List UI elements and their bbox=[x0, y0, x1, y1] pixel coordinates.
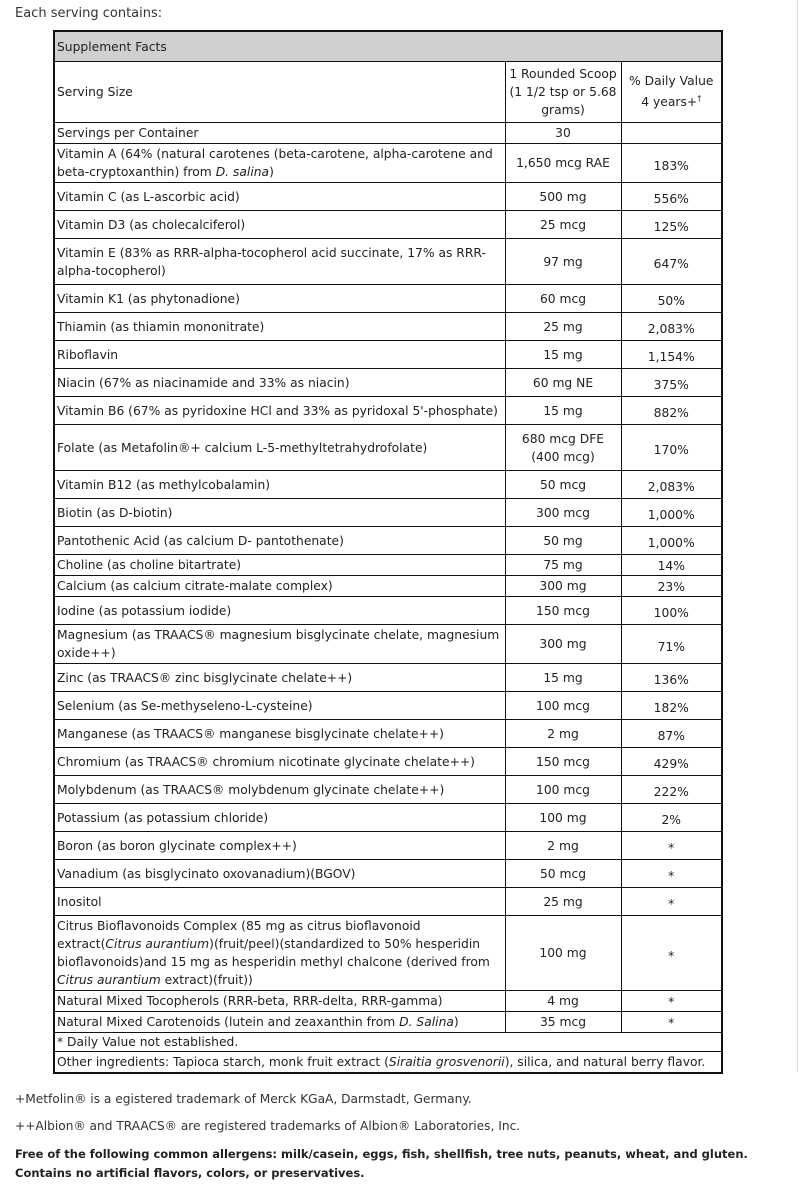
nutrient-name-text: Natural Mixed Carotenoids (lutein and zeaxanthin from bbox=[57, 1015, 400, 1029]
nutrient-amount: 97 mg bbox=[505, 239, 621, 285]
dagger-marker: † bbox=[697, 94, 702, 104]
nutrient-name-text: Calcium (as calcium citrate-malate complex) bbox=[57, 579, 333, 593]
nutrient-name-text: Zinc (as TRAACS® zinc bisglycinate chelate++) bbox=[57, 670, 353, 685]
nutrient-daily-value: 100% bbox=[621, 597, 722, 625]
table-row bbox=[54, 397, 722, 425]
nutrient-amount: 50 mcg bbox=[505, 471, 621, 499]
nutrient-daily-value: 71% bbox=[621, 625, 722, 664]
nutrient-name bbox=[54, 313, 505, 341]
nutrient-name-tail: ) bbox=[453, 1015, 459, 1029]
table-row bbox=[54, 991, 722, 1012]
metafolin-footnote: +Metfolin® is a egistered trademark of Merck KGaA, Darmstadt, Germany. bbox=[15, 1092, 472, 1106]
table-row bbox=[54, 597, 722, 625]
nutrient-name bbox=[54, 748, 505, 776]
nutrient-amount: 75 mg bbox=[505, 555, 621, 576]
albion-footnote: ++Albion® and TRAACS® are registered trademarks of Albion® Laboratories, Inc. bbox=[15, 1119, 521, 1133]
nutrient-daily-value: * bbox=[621, 888, 722, 916]
nutrient-name-text: Vitamin B6 (67% as pyridoxine HCl and 33% as pyridoxal 5'-phosphate) bbox=[57, 403, 498, 418]
nutrient-name-text: extract)(fruit)) bbox=[160, 973, 253, 987]
nutrient-daily-value: * bbox=[621, 991, 722, 1012]
nutrient-amount: 100 mg bbox=[505, 804, 621, 832]
table-row bbox=[54, 555, 722, 576]
nutrient-name bbox=[54, 211, 505, 239]
nutrient-name-text: Vitamin B12 (as methylcobalamin) bbox=[57, 477, 271, 492]
nutrient-daily-value: 2,083% bbox=[621, 313, 722, 341]
nutrient-daily-value: 1,000% bbox=[621, 499, 722, 527]
nutrient-amount: 300 mg bbox=[505, 625, 621, 664]
other-ingredients-tail: ), silica, and natural berry flavor. bbox=[504, 1055, 706, 1069]
nutrient-name-text: Niacin (67% as niacinamide and 33% as niacin) bbox=[57, 375, 350, 390]
nutrient-name bbox=[54, 239, 505, 285]
nutrient-amount: 50 mcg bbox=[505, 860, 621, 888]
daily-value-header-text: % Daily Value 4 years+ bbox=[629, 74, 714, 110]
nutrient-amount: 60 mg NE bbox=[505, 369, 621, 397]
nutrient-name bbox=[54, 888, 505, 916]
table-row bbox=[54, 425, 722, 471]
nutrient-amount: 15 mg bbox=[505, 664, 621, 692]
allergen-statement: Free of the following common allergens: milk/casein, eggs, fish, shellfish, tree nuts, peanuts, wheat, and gluten. Contains no artificial flavors, colors, or preservatives. bbox=[15, 1147, 748, 1180]
nutrient-daily-value: 556% bbox=[621, 183, 722, 211]
nutrient-name-text: Iodine (as potassium iodide) bbox=[57, 603, 232, 618]
nutrient-name bbox=[54, 804, 505, 832]
nutrient-name-text: Biotin (as D-biotin) bbox=[57, 505, 173, 520]
nutrient-amount: 1,650 mcg RAE bbox=[505, 144, 621, 183]
nutrient-name bbox=[54, 597, 505, 625]
nutrient-name bbox=[54, 144, 505, 183]
nutrient-daily-value: 882% bbox=[621, 397, 722, 425]
table-caption-row bbox=[54, 31, 722, 62]
table-row bbox=[54, 748, 722, 776]
serving-size-label: Serving Size bbox=[54, 62, 505, 123]
nutrient-name bbox=[54, 285, 505, 313]
nutrient-amount: 50 mg bbox=[505, 527, 621, 555]
nutrient-name bbox=[54, 369, 505, 397]
nutrient-name bbox=[54, 991, 505, 1012]
nutrient-name bbox=[54, 692, 505, 720]
nutrient-daily-value: 182% bbox=[621, 692, 722, 720]
table-row bbox=[54, 471, 722, 499]
nutrient-amount: 300 mcg bbox=[505, 499, 621, 527]
page-divider bbox=[797, 0, 798, 1072]
nutrient-name-text: Inositol bbox=[57, 894, 102, 909]
nutrient-name bbox=[54, 664, 505, 692]
nutrient-name bbox=[54, 471, 505, 499]
other-ingredients bbox=[54, 1052, 722, 1074]
nutrient-name-text: )(fruit/peel)(standardized to 50% hesperidin bioflavonoids)and 15 mg as hesperidin methyl chalcone (derived from bbox=[57, 937, 490, 969]
nutrient-name-text: Vitamin C (as L-ascorbic acid) bbox=[57, 189, 240, 204]
nutrient-name-text: Manganese (as TRAACS® manganese bisglycinate chelate++) bbox=[57, 726, 444, 741]
nutrient-amount: 100 mcg bbox=[505, 776, 621, 804]
nutrient-name bbox=[54, 860, 505, 888]
nutrient-name-text: Potassium (as potassium chloride) bbox=[57, 810, 269, 825]
nutrient-name-text: Vitamin K1 (as phytonadione) bbox=[57, 291, 240, 306]
table-row bbox=[54, 832, 722, 860]
servings-per-container-row bbox=[54, 123, 722, 144]
nutrient-amount: 500 mg bbox=[505, 183, 621, 211]
table-row bbox=[54, 369, 722, 397]
table-row bbox=[54, 341, 722, 369]
table-row bbox=[54, 239, 722, 285]
nutrient-name-text: Citrus Bioflavonoids Complex (85 mg as citrus bioflavonoid extract( bbox=[57, 919, 421, 951]
nutrient-amount: 25 mg bbox=[505, 888, 621, 916]
table-row bbox=[54, 1012, 722, 1033]
nutrient-daily-value: 87% bbox=[621, 720, 722, 748]
intro-text: Each serving contains: bbox=[15, 6, 163, 21]
nutrient-daily-value: * bbox=[621, 832, 722, 860]
nutrient-amount: 60 mcg bbox=[505, 285, 621, 313]
table-caption: Supplement Facts bbox=[54, 31, 722, 62]
nutrient-daily-value: 1,000% bbox=[621, 527, 722, 555]
nutrient-amount: 680 mcg DFE (400 mcg) bbox=[505, 425, 621, 471]
nutrient-name bbox=[54, 555, 505, 576]
table-row bbox=[54, 720, 722, 748]
nutrient-amount: 100 mcg bbox=[505, 692, 621, 720]
nutrient-daily-value: 136% bbox=[621, 664, 722, 692]
table-row bbox=[54, 211, 722, 239]
nutrient-amount: 4 mg bbox=[505, 991, 621, 1012]
nutrient-name-text: Magnesium (as TRAACS® magnesium bisglycinate chelate, magnesium oxide++) bbox=[57, 628, 500, 660]
supplement-facts-table bbox=[53, 30, 723, 1074]
table-row bbox=[54, 692, 722, 720]
nutrient-amount: 15 mg bbox=[505, 397, 621, 425]
nutrient-name-text: Choline (as choline bitartrate) bbox=[57, 558, 242, 572]
nutrient-daily-value: 183% bbox=[621, 144, 722, 183]
nutrient-name bbox=[54, 341, 505, 369]
serving-size-row bbox=[54, 62, 722, 123]
other-ingredients-text: Other ingredients: Tapioca starch, monk fruit extract ( bbox=[57, 1055, 389, 1069]
nutrient-amount: 25 mg bbox=[505, 313, 621, 341]
table-row bbox=[54, 313, 722, 341]
table-row bbox=[54, 285, 722, 313]
nutrient-source-italic: D. Salina bbox=[399, 1015, 454, 1029]
nutrient-amount: 150 mcg bbox=[505, 748, 621, 776]
nutrient-daily-value: 50% bbox=[621, 285, 722, 313]
nutrient-name-text: Chromium (as TRAACS® chromium nicotinate glycinate chelate++) bbox=[57, 754, 475, 769]
table-row bbox=[54, 527, 722, 555]
servings-value: 30 bbox=[505, 123, 621, 144]
nutrient-daily-value: 125% bbox=[621, 211, 722, 239]
nutrient-amount: 100 mg bbox=[505, 916, 621, 991]
nutrient-name bbox=[54, 625, 505, 664]
table-row bbox=[54, 888, 722, 916]
daily-value-note-row bbox=[54, 1033, 722, 1052]
nutrient-daily-value: 429% bbox=[621, 748, 722, 776]
nutrient-name-text: Pantothenic Acid (as calcium D- pantothenate) bbox=[57, 533, 344, 548]
table-row bbox=[54, 664, 722, 692]
nutrient-name bbox=[54, 916, 505, 991]
nutrient-amount: 35 mcg bbox=[505, 1012, 621, 1033]
table-row bbox=[54, 776, 722, 804]
table-row bbox=[54, 144, 722, 183]
nutrient-daily-value: 2,083% bbox=[621, 471, 722, 499]
nutrient-name-text: Boron (as boron glycinate complex++) bbox=[57, 838, 297, 853]
nutrient-source-italic: Citrus aurantium bbox=[57, 973, 161, 987]
nutrient-daily-value: * bbox=[621, 860, 722, 888]
nutrient-name-text: Vitamin E (83% as RRR-alpha-tocopherol acid succinate, 17% as RRR-alpha-tocopherol) bbox=[57, 245, 486, 278]
nutrient-name-text: Molybdenum (as TRAACS® molybdenum glycinate chelate++) bbox=[57, 782, 445, 797]
nutrient-name-text: Vanadium (as bisglycinato oxovanadium)(BGOV) bbox=[57, 866, 356, 881]
nutrient-name-text: Folate (as Metafolin®+ calcium L-5-methyltetrahydrofolate) bbox=[57, 440, 428, 455]
nutrient-amount: 300 mg bbox=[505, 576, 621, 597]
nutrient-name bbox=[54, 397, 505, 425]
table-row bbox=[54, 916, 722, 991]
nutrient-source-italic: D. salina bbox=[215, 165, 270, 179]
table-row bbox=[54, 576, 722, 597]
servings-label: Servings per Container bbox=[54, 123, 505, 144]
nutrient-daily-value: 222% bbox=[621, 776, 722, 804]
nutrient-daily-value: * bbox=[621, 1012, 722, 1033]
table-row bbox=[54, 860, 722, 888]
nutrient-name-text: Natural Mixed Tocopherols (RRR-beta, RRR-delta, RRR-gamma) bbox=[57, 994, 443, 1008]
daily-value-note: * Daily Value not established. bbox=[54, 1033, 722, 1052]
daily-value-header bbox=[621, 62, 722, 123]
nutrient-name-text: Selenium (as Se-methyseleno-L-cysteine) bbox=[57, 698, 313, 713]
other-ingredients-row bbox=[54, 1052, 722, 1074]
nutrient-name bbox=[54, 832, 505, 860]
nutrient-name-text: Vitamin A (64% (natural carotenes (beta-carotene, alpha-carotene and beta-cryptoxanthin) from bbox=[57, 147, 493, 179]
nutrient-daily-value: 1,154% bbox=[621, 341, 722, 369]
table-row bbox=[54, 625, 722, 664]
nutrient-name bbox=[54, 183, 505, 211]
nutrient-amount: 2 mg bbox=[505, 832, 621, 860]
nutrient-name bbox=[54, 776, 505, 804]
nutrient-amount: 15 mg bbox=[505, 341, 621, 369]
nutrient-name bbox=[54, 1012, 505, 1033]
nutrient-name bbox=[54, 527, 505, 555]
table-row bbox=[54, 183, 722, 211]
nutrient-daily-value: 2% bbox=[621, 804, 722, 832]
nutrient-daily-value: 23% bbox=[621, 576, 722, 597]
nutrient-daily-value: * bbox=[621, 916, 722, 991]
servings-dv-empty bbox=[621, 123, 722, 144]
nutrient-daily-value: 647% bbox=[621, 239, 722, 285]
nutrient-name bbox=[54, 576, 505, 597]
nutrient-daily-value: 375% bbox=[621, 369, 722, 397]
nutrient-name bbox=[54, 720, 505, 748]
nutrient-amount: 25 mcg bbox=[505, 211, 621, 239]
nutrient-amount: 150 mcg bbox=[505, 597, 621, 625]
table-row bbox=[54, 499, 722, 527]
nutrient-name bbox=[54, 425, 505, 471]
nutrient-daily-value: 170% bbox=[621, 425, 722, 471]
table-row bbox=[54, 804, 722, 832]
nutrient-name-text: Thiamin (as thiamin mononitrate) bbox=[57, 319, 265, 334]
nutrient-daily-value: 14% bbox=[621, 555, 722, 576]
nutrient-name bbox=[54, 499, 505, 527]
nutrient-name-text: Riboflavin bbox=[57, 347, 119, 362]
nutrient-amount: 2 mg bbox=[505, 720, 621, 748]
nutrient-name-tail: ) bbox=[269, 165, 274, 179]
serving-size-amount: 1 Rounded Scoop (1 1/2 tsp or 5.68 grams) bbox=[505, 62, 621, 123]
nutrient-name-text: Vitamin D3 (as cholecalciferol) bbox=[57, 217, 246, 232]
nutrient-source-italic: Citrus aurantium bbox=[105, 937, 210, 951]
other-ingredients-italic: Siraitia grosvenorii bbox=[388, 1055, 505, 1069]
